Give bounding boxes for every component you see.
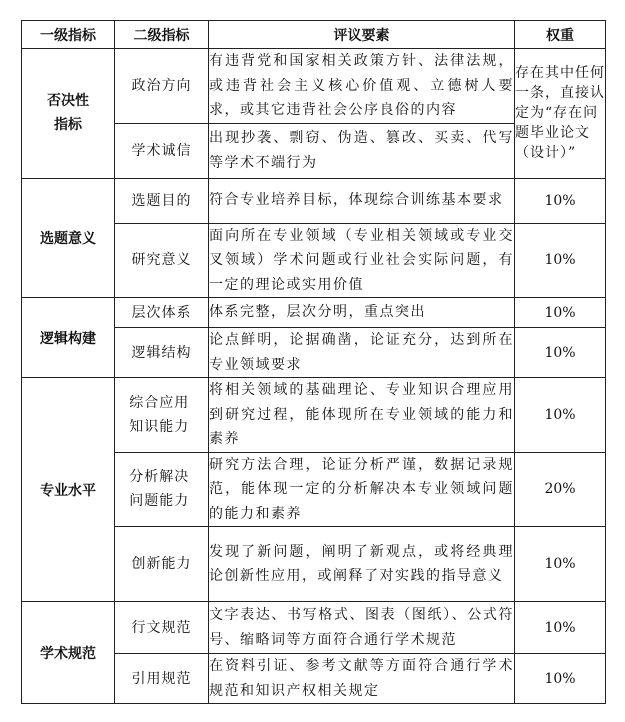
weight-cell: 10%: [515, 527, 606, 602]
header-level1: 一级指标: [22, 21, 115, 49]
criteria-cell: 论点鲜明，论据确凿，论证充分，达到所在专业领域要求: [209, 328, 515, 378]
weight-cell: 10%: [515, 328, 606, 378]
level2-cell: 逻辑结构: [115, 328, 209, 378]
table-row: [22, 298, 606, 328]
level2-label: 分析解决问题能力: [129, 469, 190, 510]
criteria-cell: 在资料引证、参考文献等方面符合通行学术规范和知识产权相关规定: [209, 654, 515, 704]
header-level2: 二级指标: [115, 21, 209, 49]
criteria-cell: 发现了新问题，阐明了新观点，或将经典理论创新性应用，或阐释了对实践的指导意义: [209, 527, 515, 602]
criteria-cell: 有违背党和国家相关政策方针、法律法规，或违背社会主义核心价值观、立德树人要求，或其它违背社会公序良俗的内容: [209, 49, 515, 124]
weight-cell: 10%: [515, 654, 606, 704]
table-row: [22, 49, 606, 124]
table-row: [22, 378, 606, 453]
header-criteria: 评议要素: [209, 21, 515, 49]
criteria-cell: 符合专业培养目标，体现综合训练基本要求: [209, 178, 515, 223]
table-row: [22, 602, 606, 654]
level2-cell: 政治方向: [115, 49, 209, 124]
level2-label: 综合应用知识能力: [129, 394, 190, 435]
criteria-cell: 将相关领域的基础理论、专业知识合理应用到研究过程，能体现所在专业领域的能力和素养: [209, 378, 515, 453]
level2-cell: 创新能力: [115, 527, 209, 602]
weight-cell: 10%: [515, 602, 606, 654]
level2-cell: 引用规范: [115, 654, 209, 704]
criteria-cell: 研究方法合理，论证分析严谨，数据记录规范，能体现一定的分析解决本专业领域问题的能力和素养: [209, 452, 515, 527]
weight-cell: 20%: [515, 452, 606, 527]
level2-cell: 学术诚信: [115, 123, 209, 178]
weight-cell: 10%: [515, 298, 606, 328]
level2-cell: [115, 452, 209, 527]
weight-cell: 10%: [515, 378, 606, 453]
level1-cell: 逻辑构建: [22, 298, 115, 378]
criteria-cell: 文字表达、书写格式、图表（图纸）、公式符号、缩略词等方面符合通行学术规范: [209, 602, 515, 654]
level2-cell: 选题目的: [115, 178, 209, 223]
level2-cell: 研究意义: [115, 223, 209, 298]
evaluation-table: [21, 20, 606, 704]
weight-note-cell: 存在其中任何一条，直接认定为“存在问题毕业论文（设计）”: [515, 49, 606, 179]
level1-cell: 专业水平: [22, 378, 115, 602]
level1-cell: 否决性 指标: [22, 49, 115, 179]
level2-cell: 行文规范: [115, 602, 209, 654]
level2-cell: [115, 378, 209, 453]
criteria-cell: 面向所在专业领域（专业相关领域或专业交叉领域）学术问题或行业社会实际问题，有一定的理论或实用价值: [209, 223, 515, 298]
header-row: [22, 21, 606, 49]
level2-cell: 层次体系: [115, 298, 209, 328]
weight-cell: 10%: [515, 178, 606, 223]
level1-cell: 学术规范: [22, 602, 115, 704]
header-weight: 权重: [515, 21, 606, 49]
table-row: [22, 178, 606, 223]
level1-cell: 选题意义: [22, 178, 115, 298]
criteria-cell: 出现抄袭、剽窃、伪造、篡改、买卖、代写等学术不端行为: [209, 123, 515, 178]
weight-cell: 10%: [515, 223, 606, 298]
criteria-cell: 体系完整，层次分明，重点突出: [209, 298, 515, 328]
